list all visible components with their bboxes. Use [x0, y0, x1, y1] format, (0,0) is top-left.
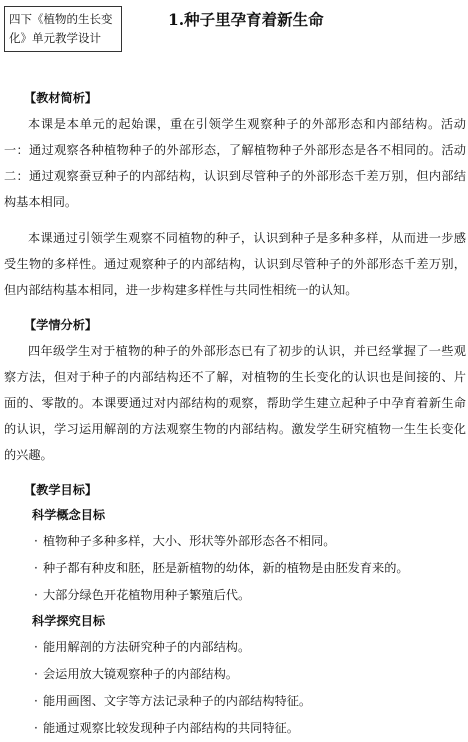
unit-label-line2: 化》单元教学设计: [9, 31, 101, 45]
list-item: · 能通过观察比较发现种子内部结构的共同特征。: [4, 715, 466, 742]
bullet-icon: ·: [34, 694, 38, 708]
students-paragraph: 四年级学生对于植物的种子的外部形态已有了初步的认识，并已经掌握了一些观察方法，但对于种子的内部结构还不了解，对植物的生长变化的认识也是间接的、片面的、零散的。本课要通过对内部结构的观察，帮助学生建立起种子中孕育着新生命的认识，学习运用解剖的方法观察生物的内部结构。激发学生研究植物一生生长变化的兴趣。: [4, 344, 466, 462]
bullet-icon: ·: [34, 588, 38, 602]
list-item: · 能用画图、文字等方法记录种子的内部结构特征。: [4, 688, 466, 715]
concept-goals-heading: 科学概念目标: [32, 508, 106, 522]
concept-goals-list: [4, 528, 466, 609]
section-heading-goals: 【教学目标】: [24, 483, 98, 497]
inquiry-goals-list: [4, 634, 466, 742]
inquiry-goals-heading: 科学探究目标: [32, 614, 106, 628]
bullet-icon: ·: [34, 667, 38, 681]
section-heading-textbook: 【教材简析】: [24, 91, 98, 105]
list-item: · 会运用放大镜观察种子的内部结构。: [4, 661, 466, 688]
bullet-icon: ·: [34, 534, 38, 548]
unit-label-line1: 四下《植物的生长变: [9, 12, 113, 26]
list-item: · 大部分绿色开花植物用种子繁殖后代。: [4, 582, 466, 609]
document-body: [4, 86, 466, 742]
textbook-paragraph-1: 本课是本单元的起始课，重在引领学生观察种子的外部形态和内部结构。活动一：通过观察各种植物种子的外部形态，了解植物种子外部形态是各不相同的。活动二：通过观察蚕豆种子的内部结构，认识到尽管种子的外部形态千差万别，但内部结构基本相同。: [4, 117, 466, 209]
textbook-paragraph-2: 本课通过引领学生观察不同植物的种子，认识到种子是多种多样，从而进一步感受生物的多样性。通过观察种子的内部结构，认识到尽管种子的外部形态千差万别，但内部结构基本相同，进一步构建多样性与共同性相统一的认知。: [4, 231, 466, 297]
bullet-icon: ·: [34, 561, 38, 575]
bullet-icon: ·: [34, 640, 38, 654]
bullet-icon: ·: [34, 721, 38, 735]
list-item: · 植物种子多种多样，大小、形状等外部形态各不相同。: [4, 528, 466, 555]
section-heading-students: 【学情分析】: [24, 318, 98, 332]
list-item: · 能用解剖的方法研究种子的内部结构。: [4, 634, 466, 661]
unit-design-label: [4, 6, 122, 52]
lesson-title: 1.种子里孕育着新生命: [168, 10, 324, 29]
list-item: · 种子都有种皮和胚，胚是新植物的幼体，新的植物是由胚发育来的。: [4, 555, 466, 582]
